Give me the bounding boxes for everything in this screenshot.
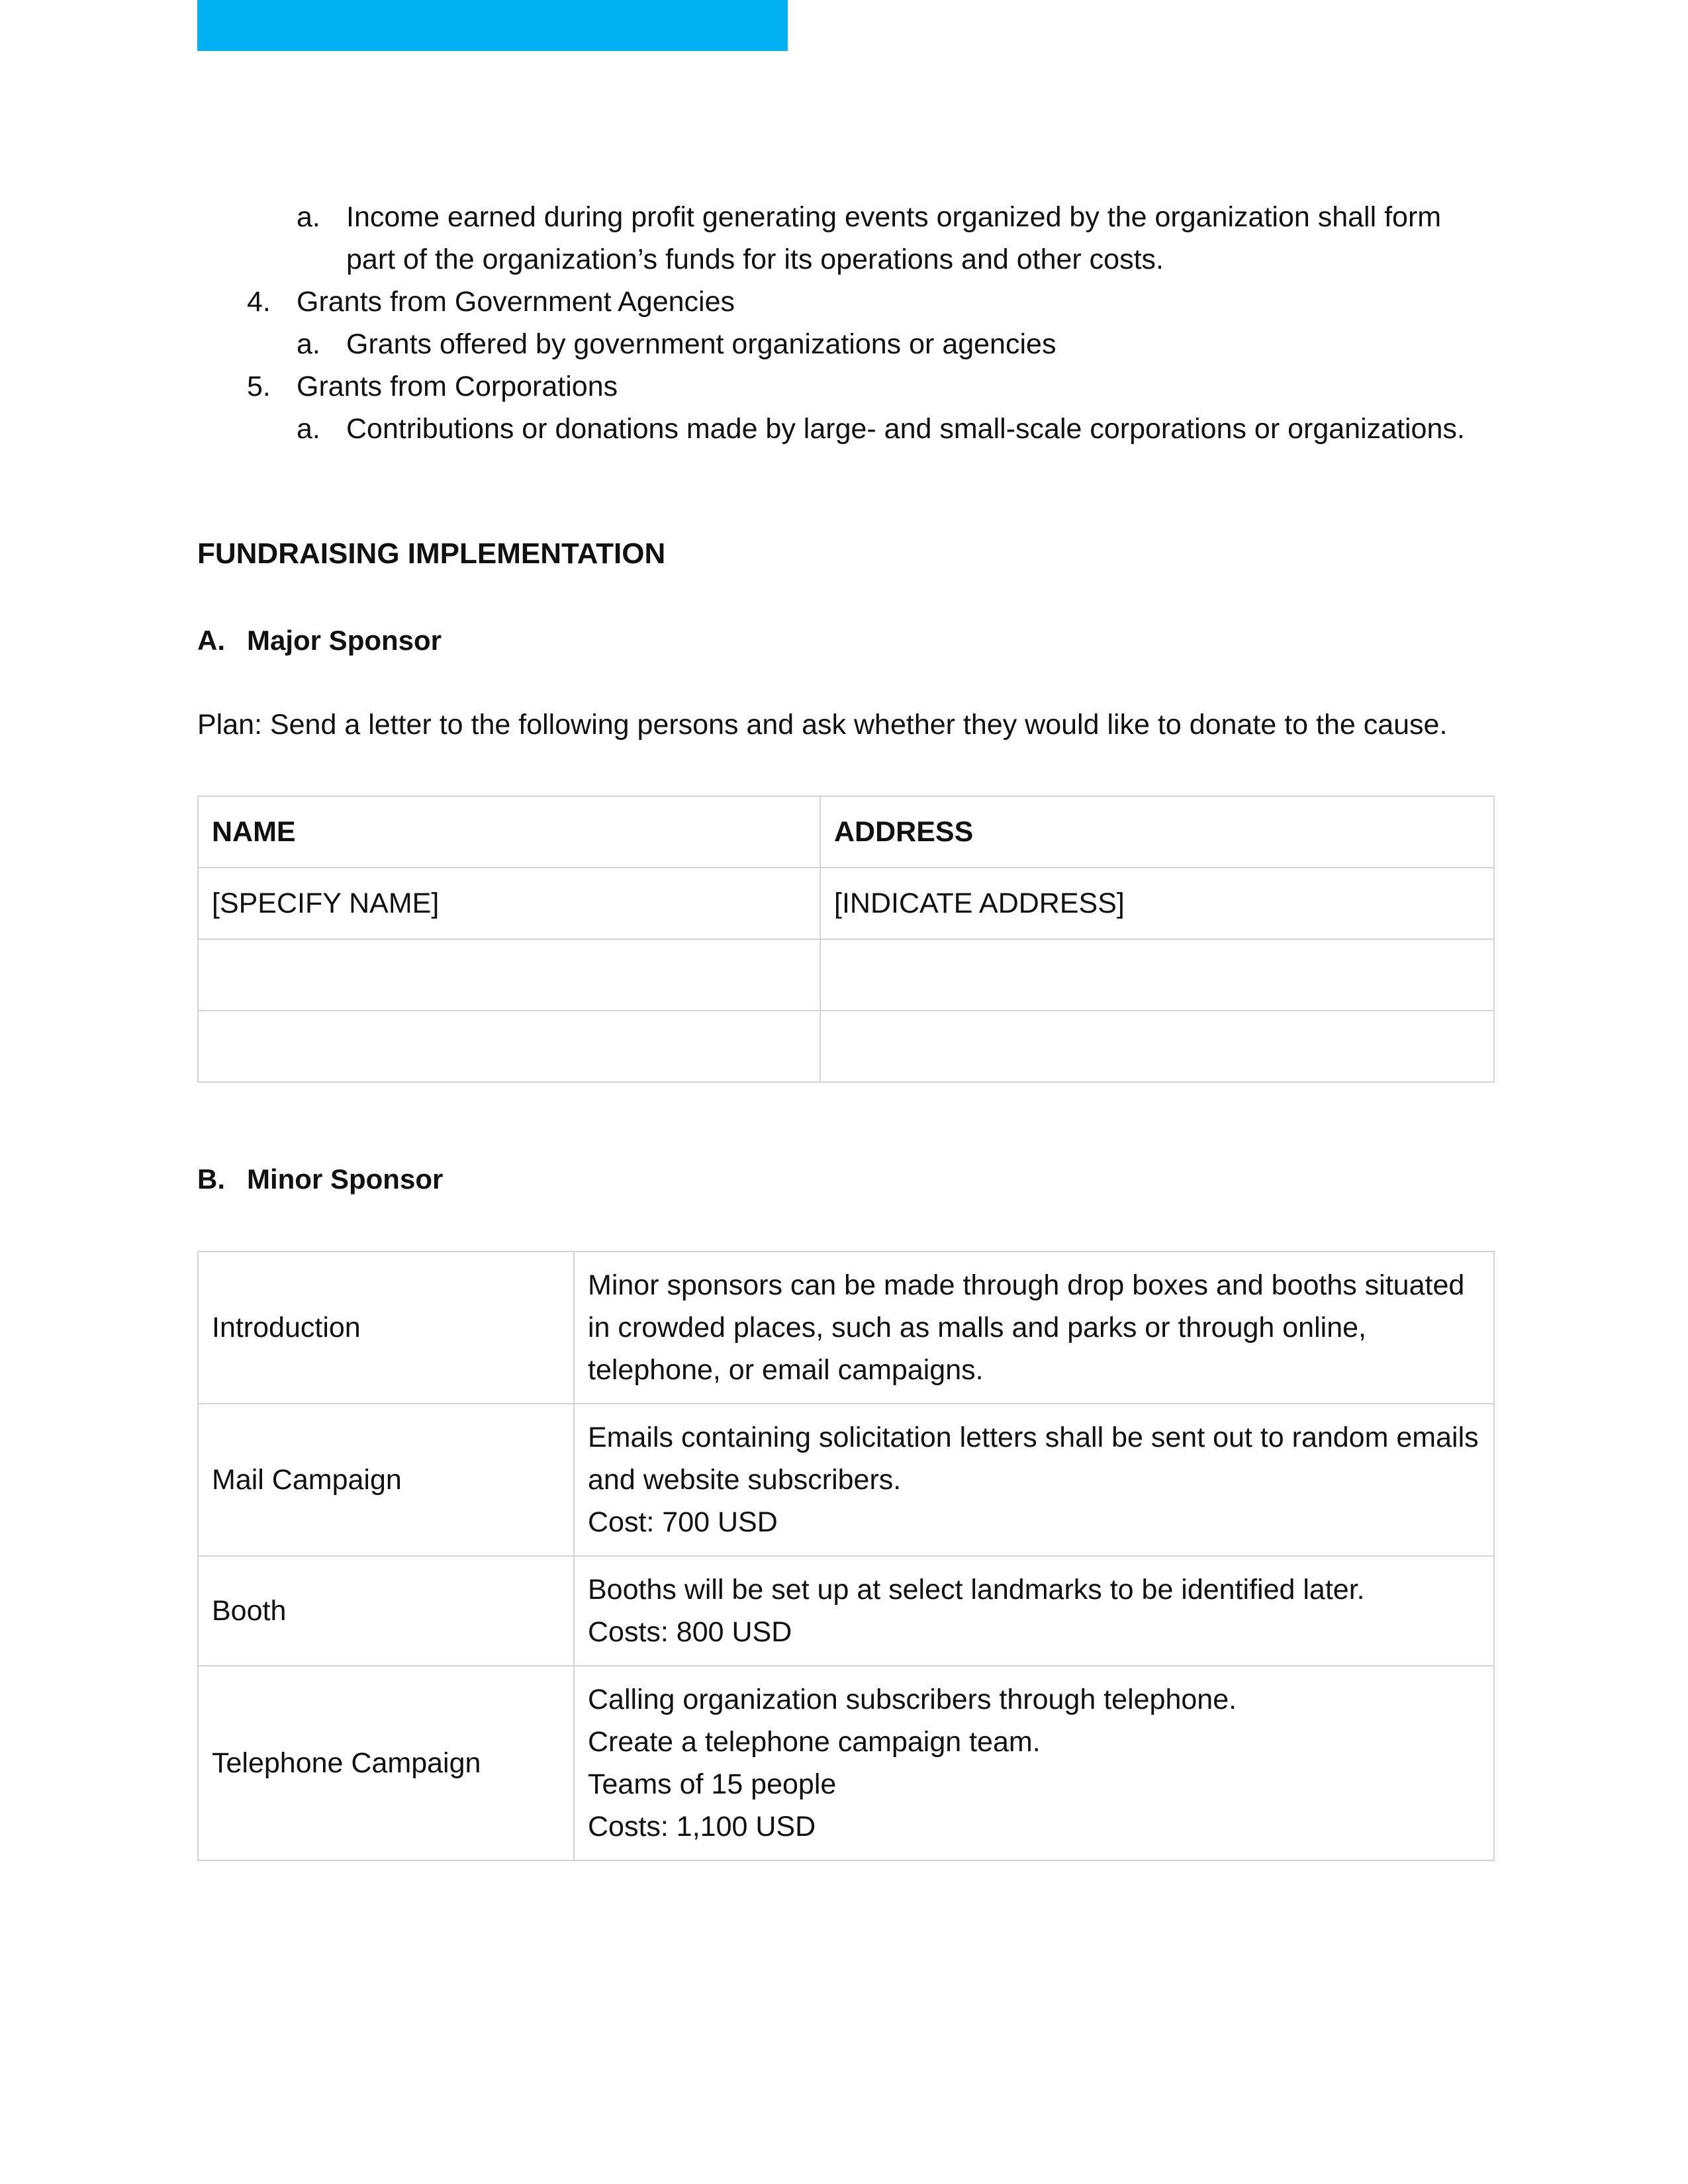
major-sponsor-heading — [197, 625, 442, 657]
header-color-bar — [197, 0, 788, 51]
list-item-text: Grants from Corporations — [297, 371, 618, 402]
list-item — [197, 408, 1495, 450]
list-marker: a. — [297, 328, 320, 360]
list-marker: 5. — [247, 371, 271, 402]
list-item — [197, 365, 1495, 408]
row-description — [574, 1556, 1494, 1666]
column-header-address: ADDRESS — [820, 796, 1494, 868]
row-label: Introduction — [198, 1251, 574, 1404]
description-line: Minor sponsors can be made through drop boxes and booths situated in crowded places, such as malls and parks or through online, telephone, or email campaigns. — [588, 1269, 1465, 1386]
list-item — [197, 196, 1495, 281]
row-label: Booth — [198, 1556, 574, 1666]
table-row — [198, 1666, 1494, 1860]
column-header-name: NAME — [198, 796, 820, 868]
plan-text: Plan: Send a letter to the following persons and ask whether they would like to donate to the cause. — [197, 709, 1448, 741]
table-row — [198, 1556, 1494, 1666]
heading-letter: B. — [197, 1163, 225, 1195]
heading-text: Major Sponsor — [247, 625, 442, 656]
description-line: Create a telephone campaign team. — [588, 1726, 1041, 1758]
list-item-text: Grants offered by government organizations or agencies — [346, 328, 1056, 360]
name-cell[interactable] — [198, 1011, 820, 1082]
description-line: Booths will be set up at select landmarks to be identified later. — [588, 1574, 1365, 1606]
minor-sponsor-table — [197, 1251, 1495, 1861]
table-row — [198, 1251, 1494, 1404]
table-row — [198, 1404, 1494, 1556]
list-marker: a. — [297, 413, 320, 445]
name-cell[interactable]: [SPECIFY NAME] — [198, 868, 820, 939]
minor-sponsor-heading — [197, 1163, 443, 1195]
description-line: Costs: 1,100 USD — [588, 1811, 816, 1843]
table-row — [198, 868, 1494, 939]
major-sponsor-table — [197, 796, 1495, 1083]
description-line: Emails containing solicitation letters shall be sent out to random emails and website subscribers. — [588, 1422, 1479, 1496]
name-cell[interactable] — [198, 939, 820, 1011]
list-marker: a. — [297, 201, 320, 233]
section-title: FUNDRAISING IMPLEMENTATION — [197, 537, 666, 570]
address-cell[interactable] — [820, 939, 1494, 1011]
table-row — [198, 1011, 1494, 1082]
heading-text: Minor Sponsor — [247, 1163, 444, 1195]
row-label: Telephone Campaign — [198, 1666, 574, 1860]
address-cell[interactable] — [820, 1011, 1494, 1082]
description-line: Teams of 15 people — [588, 1768, 837, 1800]
heading-letter: A. — [197, 625, 225, 656]
description-line: Costs: 800 USD — [588, 1616, 792, 1648]
list-item-text: Contributions or donations made by large- and small-scale corporations or organizations. — [346, 413, 1465, 445]
address-cell[interactable]: [INDICATE ADDRESS] — [820, 868, 1494, 939]
funding-sources-list — [197, 196, 1495, 450]
list-item — [197, 281, 1495, 323]
list-item-text: Grants from Government Agencies — [297, 286, 735, 318]
description-line: Calling organization subscribers through telephone. — [588, 1684, 1237, 1715]
row-description — [574, 1666, 1494, 1860]
list-item-text: Income earned during profit generating events organized by the organization shall form part of the organization’s funds for its operations and other costs. — [346, 201, 1442, 275]
row-label: Mail Campaign — [198, 1404, 574, 1556]
list-marker: 4. — [247, 286, 271, 318]
table-row — [198, 939, 1494, 1011]
list-item — [197, 323, 1495, 365]
row-description — [574, 1251, 1494, 1404]
row-description — [574, 1404, 1494, 1556]
description-line: Cost: 700 USD — [588, 1506, 778, 1538]
table-header-row — [198, 796, 1494, 868]
